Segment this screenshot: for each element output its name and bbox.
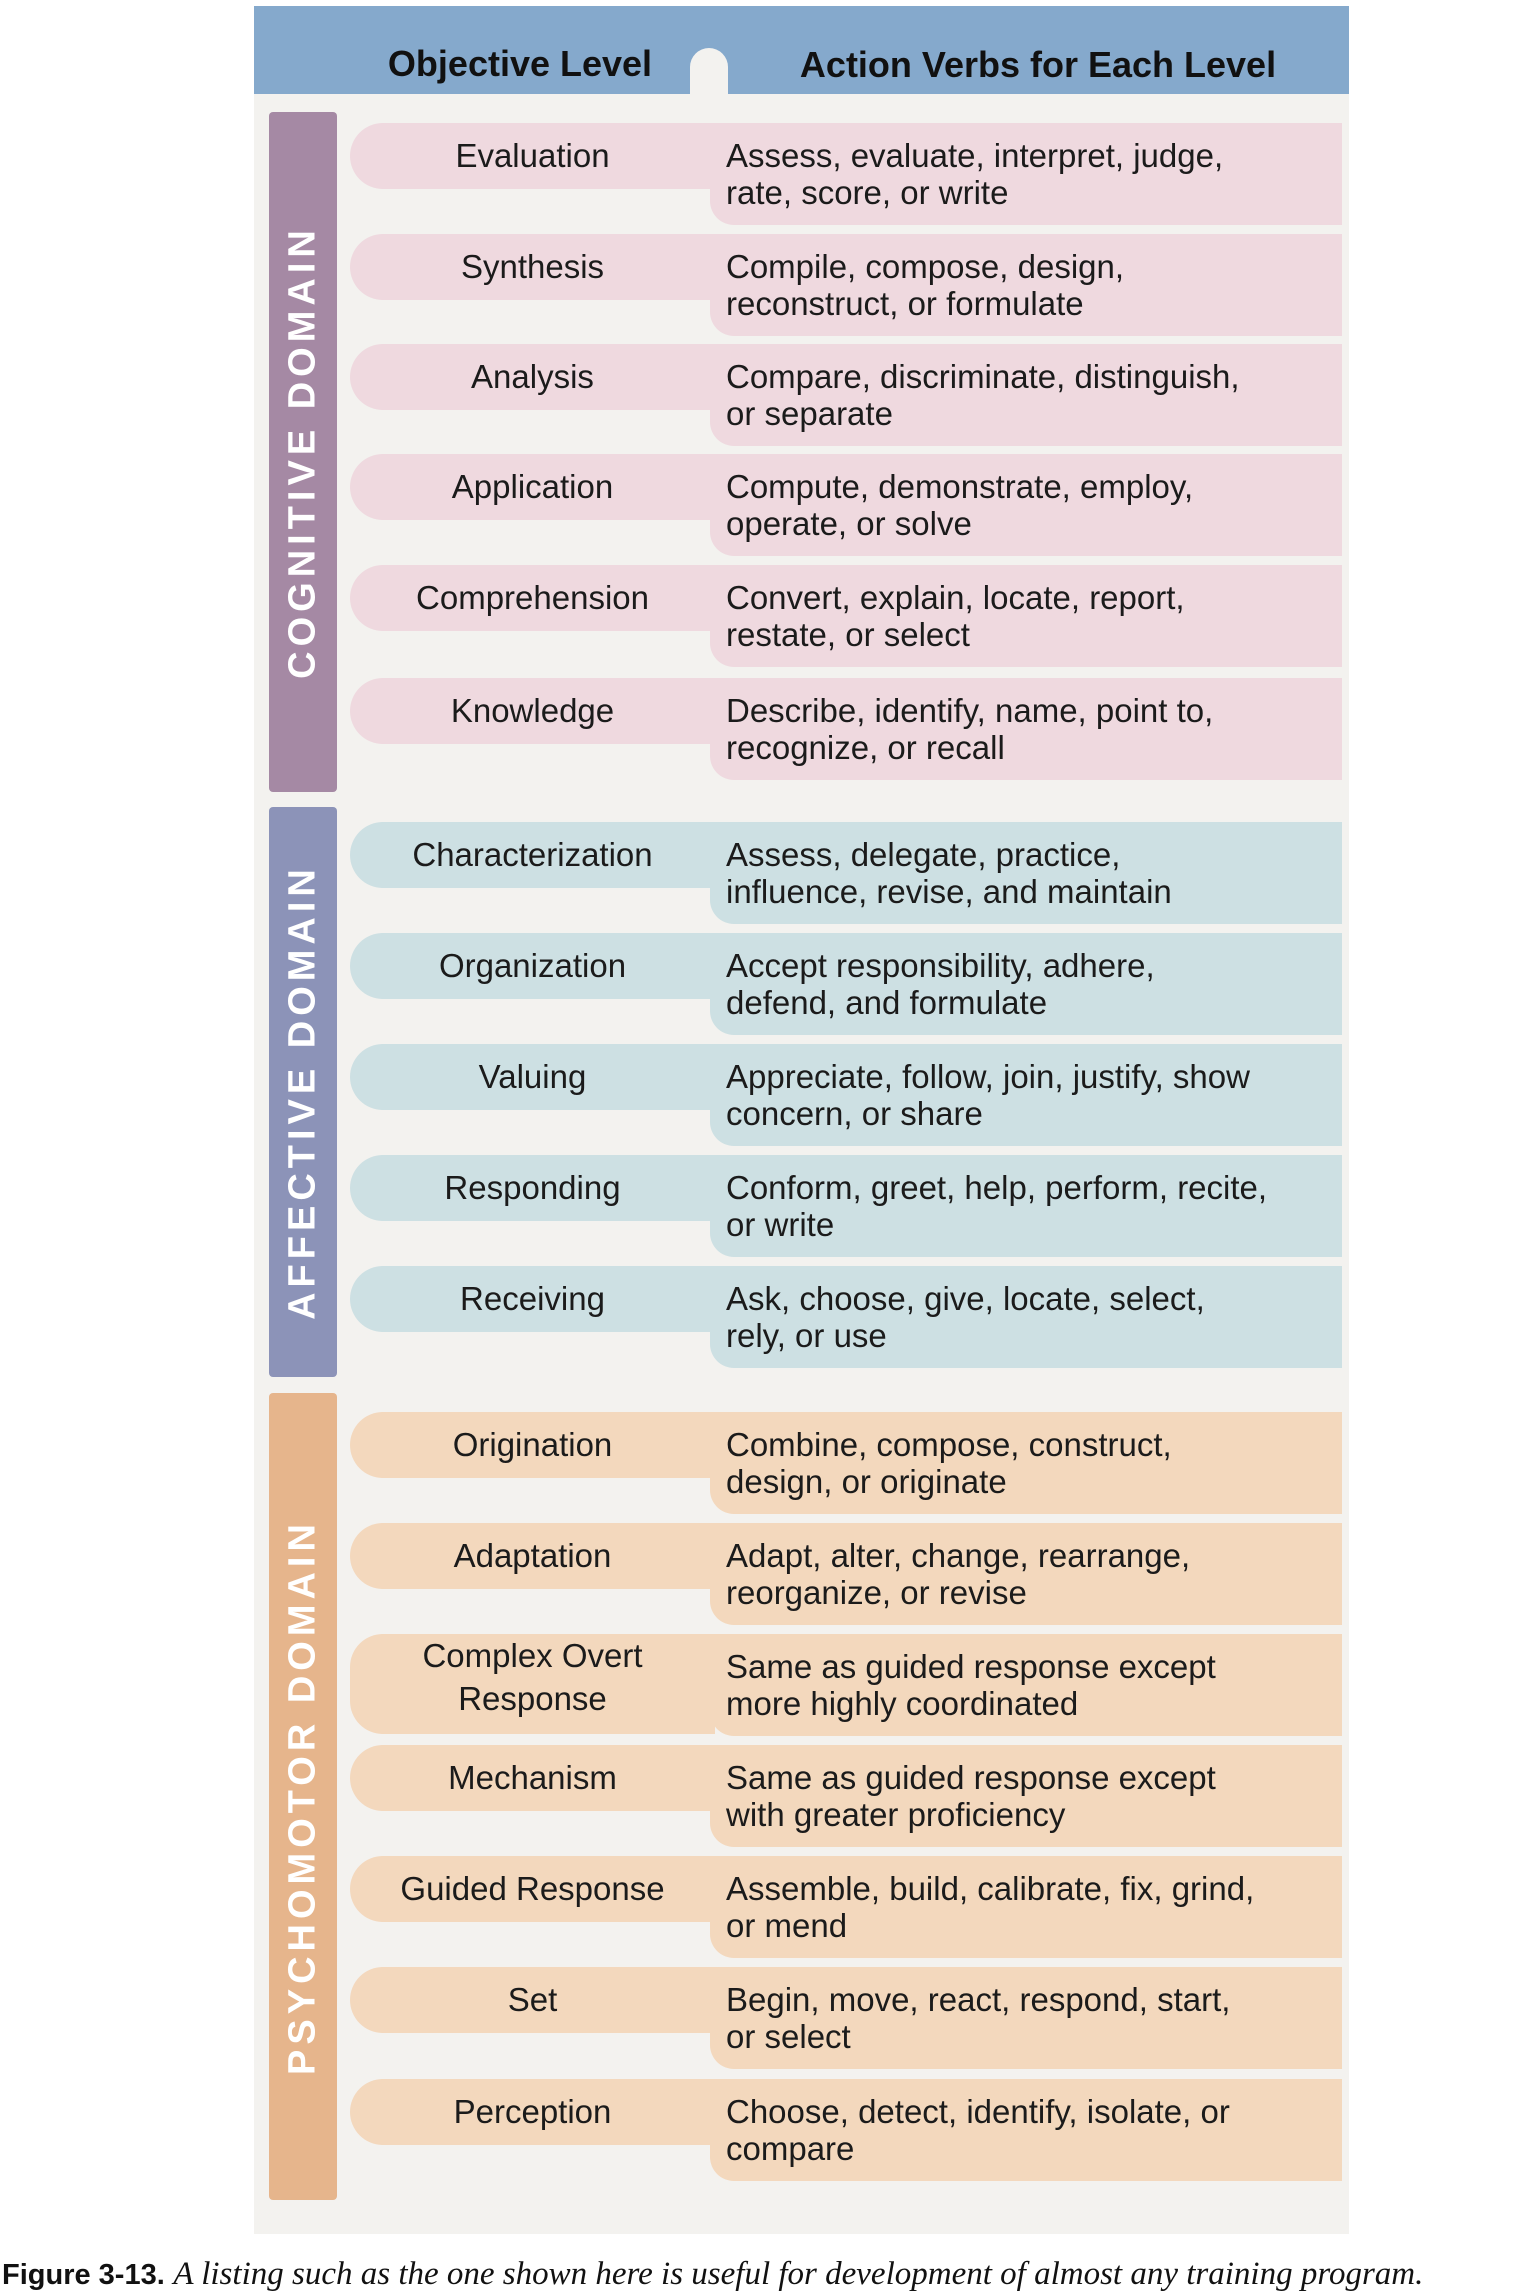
action-verbs-line: Same as guided response except	[726, 1648, 1216, 1685]
action-verbs-cell	[710, 1856, 1342, 1958]
objective-level-text: Origination	[452, 1426, 613, 1463]
action-verbs-line: influence, revise, and maintain	[726, 873, 1172, 910]
action-verbs-cell	[710, 822, 1342, 924]
objective-level-text: Organization	[438, 947, 627, 984]
action-verbs-cell	[710, 678, 1342, 780]
objective-level-cell	[350, 1155, 715, 1221]
action-verbs-line: Compile, compose, design,	[726, 248, 1125, 285]
objective-level-cell	[350, 1044, 715, 1110]
action-verbs-cell	[710, 1523, 1342, 1625]
objective-level-text: Set	[507, 1981, 558, 2018]
cognitive-domain-label: COGNITIVE DOMAIN	[281, 225, 324, 679]
objective-level-cell	[350, 123, 715, 189]
action-verbs-line: reconstruct, or formulate	[726, 285, 1084, 322]
objective-level-text: Application	[451, 468, 614, 505]
objective-level-cell	[350, 454, 715, 520]
action-verbs-line: Begin, move, react, respond, start,	[726, 1981, 1231, 2018]
action-verbs-cell	[710, 454, 1342, 556]
action-verbs-line: design, or originate	[726, 1463, 1007, 1500]
objective-level-text: Responding	[444, 1169, 621, 1206]
action-verbs-line: Describe, identify, name, point to,	[726, 692, 1214, 729]
action-verbs-cell	[710, 2079, 1342, 2181]
action-verbs-line: more highly coordinated	[726, 1685, 1079, 1722]
objective-level-text: Adaptation	[453, 1537, 612, 1574]
objective-level-text: Characterization	[412, 836, 653, 873]
action-verbs-cell	[710, 1044, 1342, 1146]
caption-label: Figure 3-13.	[2, 2259, 165, 2291]
action-verbs-line: Compare, discriminate, distinguish,	[726, 358, 1240, 395]
objective-level-text: Receiving	[460, 1280, 605, 1317]
affective-domain-label: AFFECTIVE DOMAIN	[281, 864, 324, 1320]
action-verbs-line: Choose, detect, identify, isolate, or	[726, 2093, 1230, 2130]
objective-level-cell	[350, 933, 715, 999]
action-verbs-cell	[710, 933, 1342, 1035]
header-objective-level: Objective Level	[387, 43, 653, 84]
objective-level-cell	[350, 1266, 715, 1332]
objective-level-text: Perception	[453, 2093, 612, 2130]
objective-level-text: Synthesis	[460, 248, 605, 285]
action-verbs-line: Convert, explain, locate, report,	[726, 579, 1185, 616]
action-verbs-cell	[710, 1634, 1342, 1736]
objective-level-cell	[350, 678, 715, 744]
objective-level-cell	[350, 2079, 715, 2145]
action-verbs-cell	[710, 234, 1342, 336]
psychomotor-domain-label: PSYCHOMOTOR DOMAIN	[281, 1518, 324, 2075]
action-verbs-cell	[710, 1745, 1342, 1847]
action-verbs-line: defend, and formulate	[726, 984, 1048, 1021]
objective-level-text: Analysis	[471, 358, 594, 395]
action-verbs-line: concern, or share	[726, 1095, 983, 1132]
objective-level-cell	[350, 234, 715, 300]
objective-level-cell	[350, 1634, 715, 1734]
action-verbs-cell	[710, 123, 1342, 225]
action-verbs-line: or select	[726, 2018, 851, 2055]
objective-level-text: Response	[458, 1680, 607, 1717]
objective-level-cell	[350, 1523, 715, 1589]
objective-level-text: Knowledge	[450, 692, 615, 729]
action-verbs-line: Assemble, build, calibrate, fix, grind,	[726, 1870, 1255, 1907]
action-verbs-cell	[710, 1266, 1342, 1368]
action-verbs-line: rely, or use	[726, 1317, 887, 1354]
action-verbs-line: compare	[726, 2130, 855, 2167]
psychomotor-domain-band	[269, 1393, 337, 2200]
action-verbs-line: Assess, evaluate, interpret, judge,	[726, 137, 1224, 174]
action-verbs-line: reorganize, or revise	[726, 1574, 1027, 1611]
action-verbs-cell	[710, 565, 1342, 667]
action-verbs-cell	[710, 1967, 1342, 2069]
action-verbs-line: operate, or solve	[726, 505, 972, 542]
action-verbs-line: Compute, demonstrate, employ,	[726, 468, 1194, 505]
action-verbs-line: Ask, choose, give, locate, select,	[726, 1280, 1205, 1317]
action-verbs-line: Assess, delegate, practice,	[726, 836, 1121, 873]
objective-level-cell	[350, 565, 715, 631]
action-verbs-line: Adapt, alter, change, rearrange,	[726, 1537, 1191, 1574]
action-verbs-line: Conform, greet, help, perform, recite,	[726, 1169, 1268, 1206]
objective-level-text: Guided Response	[400, 1870, 665, 1907]
action-verbs-line: Combine, compose, construct,	[726, 1426, 1172, 1463]
action-verbs-line: Same as guided response except	[726, 1759, 1216, 1796]
objective-level-cell	[350, 822, 715, 888]
objective-level-text: Valuing	[478, 1058, 587, 1095]
caption-text: A listing such as the one shown here is useful for development of almost any training program.	[173, 2256, 1424, 2292]
objective-level-cell	[350, 1856, 715, 1922]
objective-level-text: Comprehension	[416, 579, 649, 616]
objective-level-text: Evaluation	[455, 137, 610, 174]
objective-level-cell	[350, 1745, 715, 1811]
figure-caption	[2, 2256, 1536, 2293]
action-verbs-line: rate, score, or write	[726, 174, 1009, 211]
action-verbs-line: with greater proficiency	[726, 1796, 1066, 1833]
objective-level-text: Mechanism	[448, 1759, 617, 1796]
objective-level-cell	[350, 344, 715, 410]
header-action-verbs: Action Verbs for Each Level	[799, 44, 1277, 85]
action-verbs-line: or mend	[726, 1907, 848, 1944]
action-verbs-cell	[710, 1412, 1342, 1514]
objective-level-cell	[350, 1412, 715, 1478]
action-verbs-cell	[710, 344, 1342, 446]
objective-level-text: Complex Overt	[422, 1637, 643, 1674]
action-verbs-line: or write	[726, 1206, 835, 1243]
action-verbs-line: recognize, or recall	[726, 729, 1005, 766]
action-verbs-line: Accept responsibility, adhere,	[726, 947, 1155, 984]
action-verbs-cell	[710, 1155, 1342, 1257]
objective-level-cell	[350, 1967, 715, 2033]
cognitive-domain-band	[269, 112, 337, 792]
action-verbs-line: or separate	[726, 395, 893, 432]
action-verbs-line: Appreciate, follow, join, justify, show	[726, 1058, 1250, 1095]
action-verbs-line: restate, or select	[726, 616, 970, 653]
affective-domain-band	[269, 807, 337, 1377]
